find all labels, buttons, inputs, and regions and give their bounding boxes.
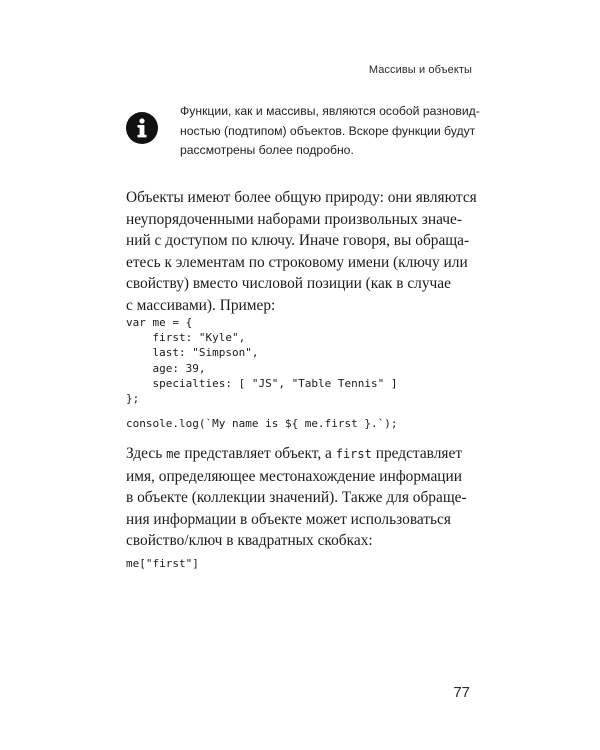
- code-line: console.log(`My name is ${ me.first }.`);: [126, 417, 398, 430]
- paragraph-line: ний с доступом по ключу. Иначе говоря, вы обраща-: [126, 232, 470, 250]
- info-note: [126, 102, 486, 162]
- inline-code-first: first: [335, 447, 372, 461]
- code-line: };: [126, 392, 140, 406]
- text-run: Здесь: [126, 445, 167, 462]
- paragraph-line: [126, 443, 486, 466]
- note-text: [180, 102, 480, 161]
- paragraph-line: имя, определяющее местонахождение информации: [126, 467, 463, 485]
- code-line: specialties: [ "JS", "Table Tennis" ]: [126, 376, 398, 390]
- code-block-object-literal: [126, 315, 398, 406]
- code-line: age: 39,: [126, 361, 206, 375]
- paragraph-line: в объекте (коллекции значений). Также для обраще-: [126, 489, 467, 507]
- running-head: Массивы и объекты: [368, 64, 472, 76]
- code-line: me["first"]: [126, 557, 199, 570]
- paragraph-line: свойство/ключ в квадратных скобках:: [126, 532, 373, 550]
- inline-code-me: me: [166, 447, 181, 461]
- paragraph-line: ния информации в объекте может использоваться: [126, 510, 451, 528]
- paragraph-line: етесь к элементам по строковому имени (ключу или: [126, 253, 468, 271]
- code-line: var me = {: [126, 316, 193, 329]
- info-icon: [126, 112, 158, 144]
- paragraph-line: свойству) вместо числовой позиции (как в случае: [126, 275, 451, 293]
- paragraph-line: с массивами). Пример:: [126, 296, 276, 314]
- note-line: рассмотрены более подробно.: [180, 143, 354, 157]
- code-block-bracket-access: [126, 556, 199, 571]
- code-line: last: "Simpson",: [126, 346, 259, 360]
- note-line: ностью (подтипом) объектов. Вскоре функции будут: [180, 123, 476, 138]
- text-run: представляет: [371, 445, 463, 462]
- text-run: представляет объект, а: [180, 445, 336, 462]
- page-number: 77: [453, 684, 470, 701]
- paragraph-explanation: [126, 443, 486, 552]
- note-line: Функции, как и массивы, являются особой разновид-: [180, 104, 480, 118]
- code-line: first: "Kyle",: [126, 331, 246, 345]
- code-block-console-log: [126, 416, 398, 431]
- paragraph-objects: [126, 187, 486, 317]
- paragraph-line: Объекты имеют более общую природу: они являются: [126, 189, 477, 206]
- paragraph-line: неупорядоченными наборами произвольных значе-: [126, 210, 463, 228]
